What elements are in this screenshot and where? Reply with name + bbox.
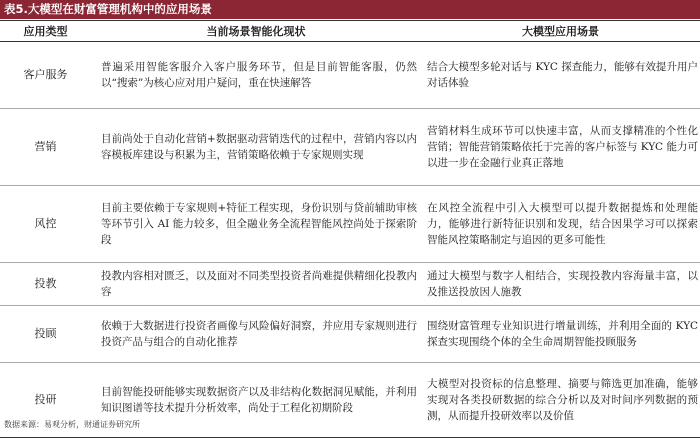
table-row-marketing (0, 109, 700, 186)
row-llm: 通过大模型与数字人相结合，实现投教内容海量丰富，以及推送投放因人施教 (421, 263, 700, 306)
header-llm: 大模型应用场景 (421, 21, 700, 42)
header-current: 当前场景智能化现状 (91, 21, 421, 42)
table-row-risk-control (0, 186, 700, 263)
row-llm: 营销材料生成环节可以快速丰富，从而支撑精准的个性化营销；智能营销策略依托于完善的客户标签与 KYC 能力可以进一步在金融行业真正落地 (421, 109, 700, 186)
row-llm: 大模型对投资标的信息整理、摘要与筛选更加准确，能够实现对各类投研数据的综合分析以及对时间序列数据的预测，从而提升投研效率以及价值 (421, 363, 700, 438)
row-current: 普遍采用智能客服介入客户服务环节，但是目前智能客服，仍然以“搜索”为核心应对用户疑问，重在快速解答 (91, 42, 421, 109)
row-type: 风控 (0, 186, 91, 263)
table-row-customer-service (0, 42, 700, 109)
row-type: 投顾 (0, 306, 91, 363)
table-header-row (0, 21, 700, 42)
source-note: 数据来源：易观分析，财通证券研究所 (4, 420, 140, 429)
scenario-table (0, 20, 700, 438)
row-llm: 结合大模型多轮对话与 KYC 探查能力，能够有效提升用户对话体验 (421, 42, 700, 109)
table-row-investor-education (0, 263, 700, 306)
row-llm: 围绕财富管理专业知识进行增量训练，并利用全面的 KYC 探查实现围绕个体的全生命周期智能投顾服务 (421, 306, 700, 363)
table-title: 表5.大模型在财富管理机构中的应用场景 (0, 0, 700, 19)
row-type: 投教 (0, 263, 91, 306)
row-current: 目前智能投研能够实现数据资产以及非结构化数据洞见赋能，并利用知识图谱等技术提升分析效率，尚处于工程化初期阶段 (91, 363, 421, 438)
row-current: 投教内容相对匮乏，以及面对不同类型投资者尚难提供精细化投教内容 (91, 263, 421, 306)
row-llm: 在风控全流程中引入大模型可以提升数据提炼和处理能力，能够进行新特征识别和发现，结合因果学习可以探索智能风控策略制定与追因的更多可能性 (421, 186, 700, 263)
row-current: 目前尚处于自动化营销+数据驱动营销迭代的过程中，营销内容以内容模板库建设与积累为主，营销策略依赖于专家规则实现 (91, 109, 421, 186)
row-current: 目前主要依赖于专家规则+特征工程实现，身份识别与贷前辅助审核等环节引入 AI 能力较多，但全融业务全流程智能风控尚处于探索阶段 (91, 186, 421, 263)
header-type: 应用类型 (0, 21, 91, 42)
row-type: 客户服务 (0, 42, 91, 109)
row-type: 营销 (0, 109, 91, 186)
row-current: 依赖于大数据进行投资者画像与风险偏好洞察，并应用专家规则进行投资产品与组合的自动化推荐 (91, 306, 421, 363)
row-type: 投研 (0, 363, 91, 438)
table-row-investment-advisory (0, 306, 700, 363)
